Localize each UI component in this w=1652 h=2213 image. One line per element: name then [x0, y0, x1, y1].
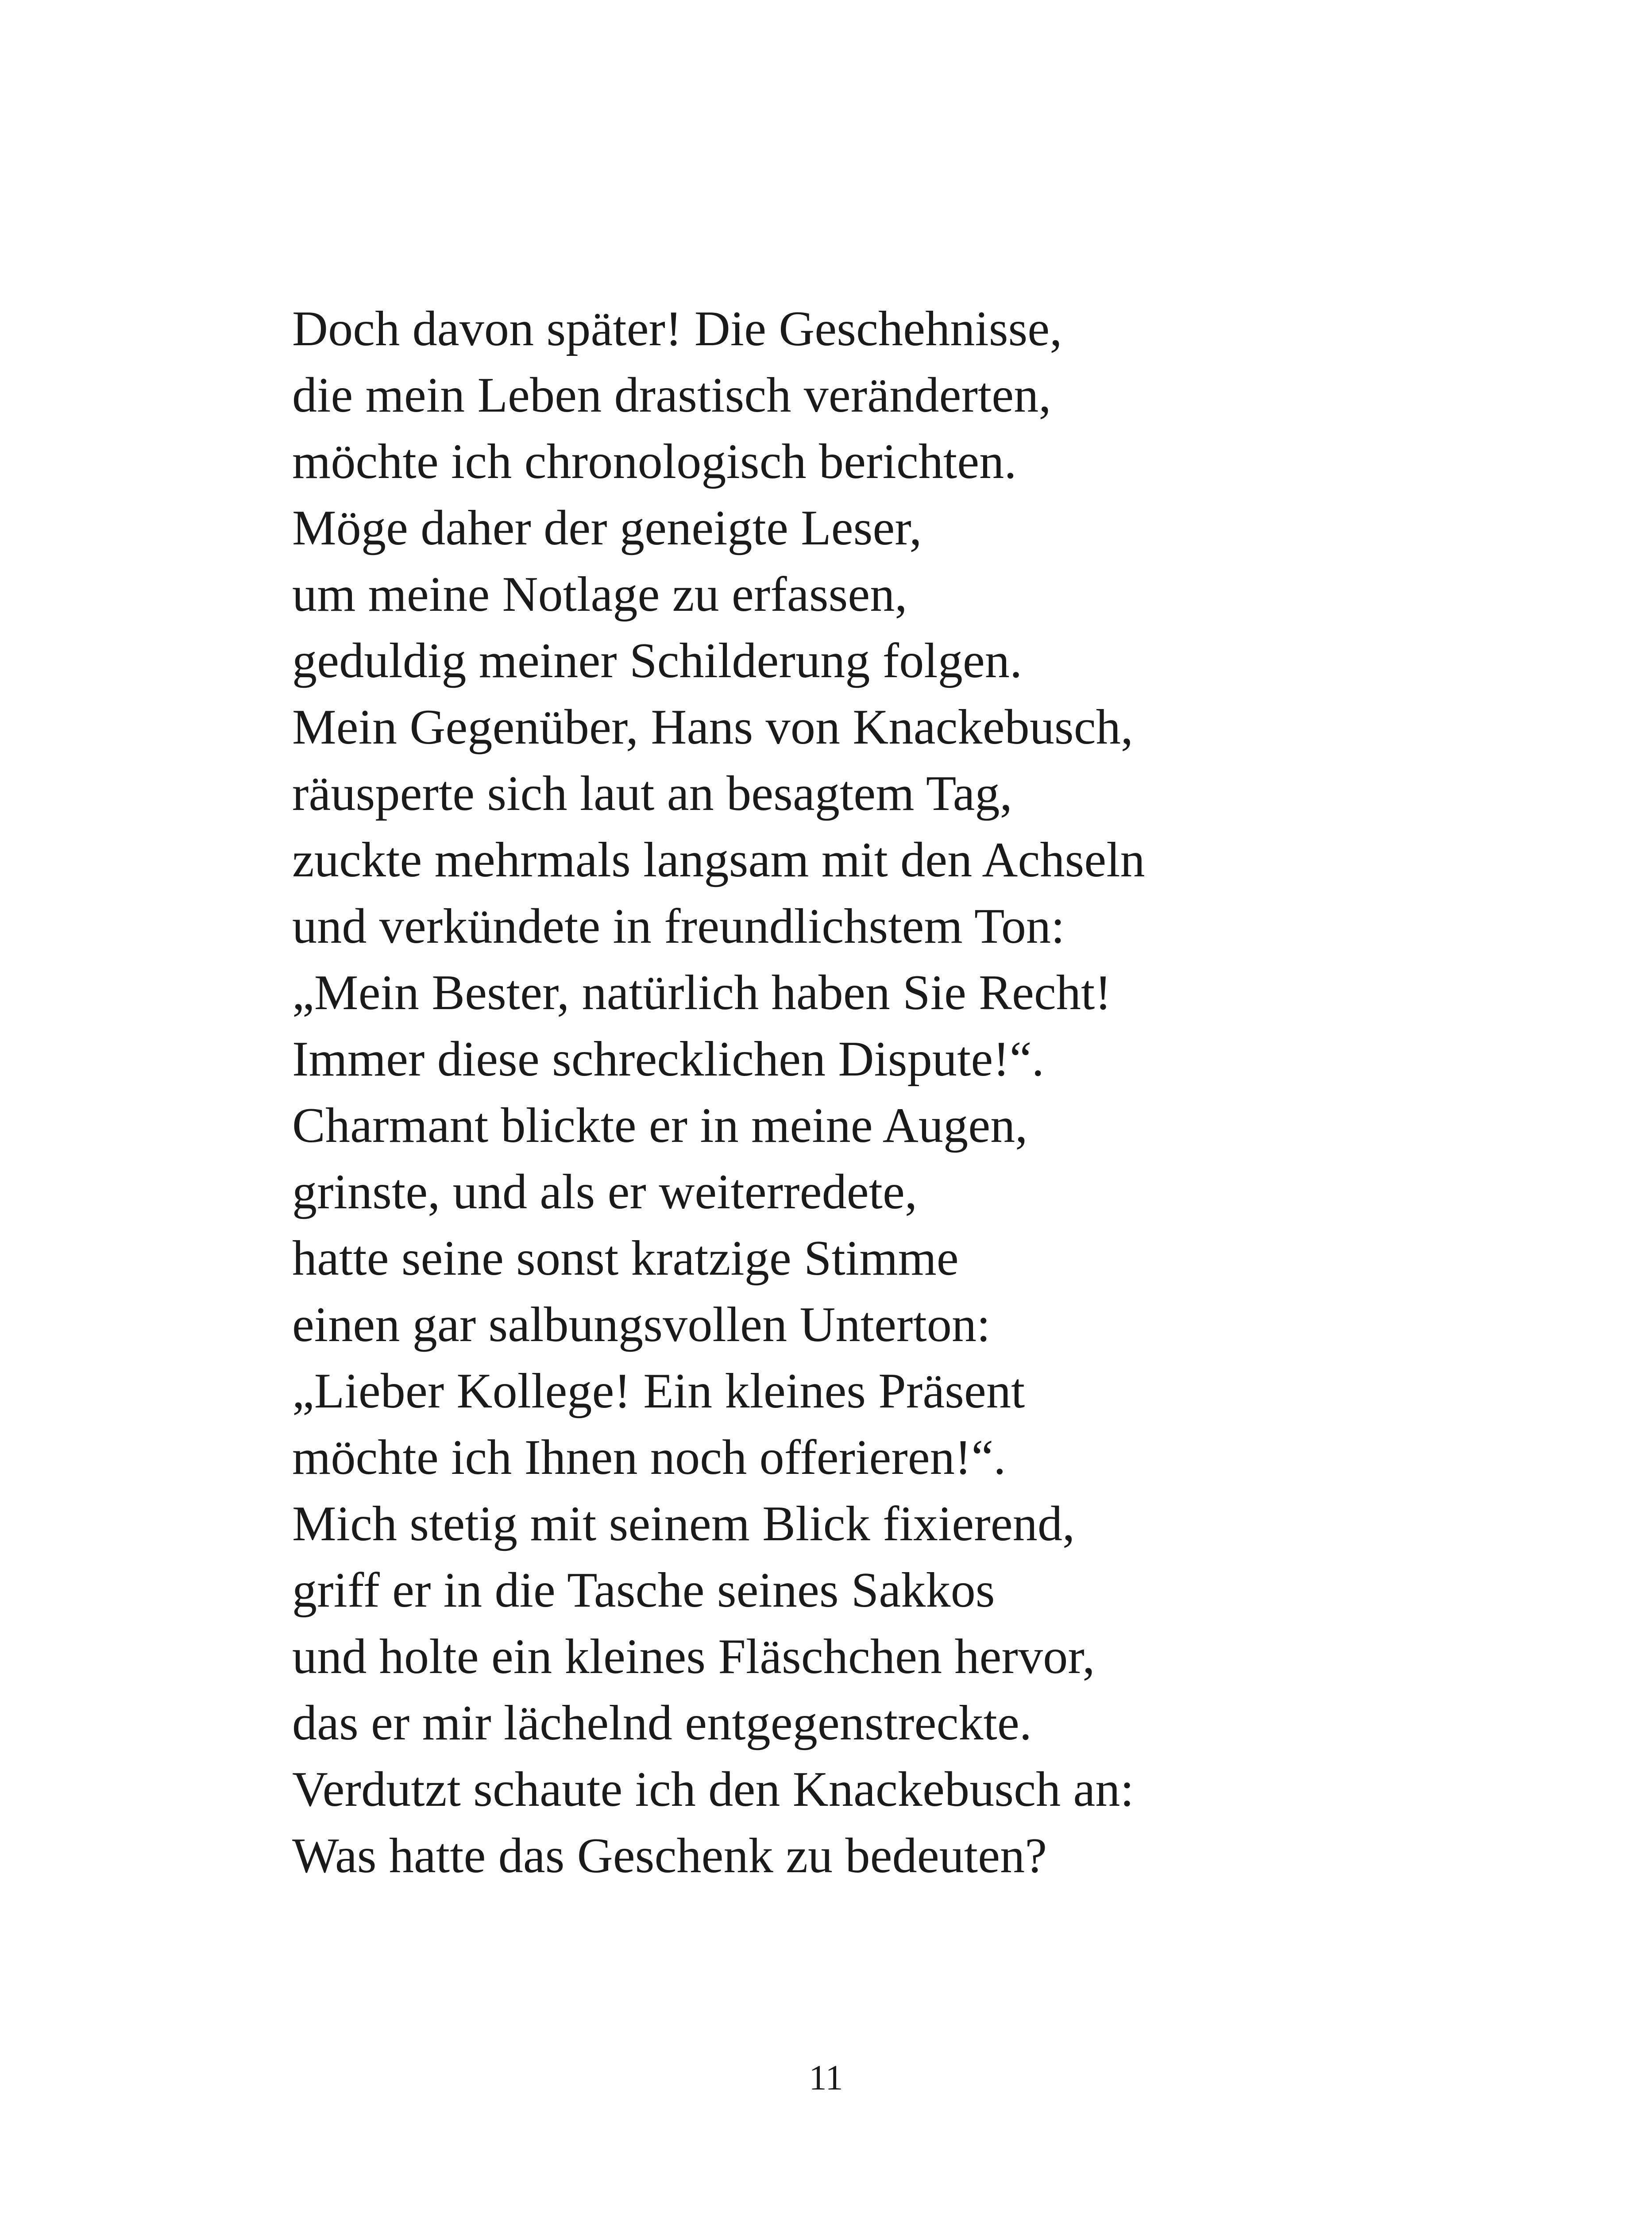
text-line: „Lieber Kollege! Ein kleines Präsent — [292, 1364, 1025, 1419]
text-line: die mein Leben drastisch veränderten, — [292, 368, 1051, 423]
text-line: Verdutzt schaute ich den Knackebusch an: — [292, 1762, 1134, 1817]
text-line: Möge daher der geneigte Leser, — [292, 501, 922, 555]
text-line: Mich stetig mit seinem Blick fixierend, — [292, 1496, 1075, 1551]
text-line: möchte ich Ihnen noch offerieren!“. — [292, 1430, 1006, 1485]
text-line: das er mir lächelnd entgegenstreckte. — [292, 1696, 1032, 1750]
text-line: Was hatte das Geschenk zu bedeuten? — [292, 1828, 1047, 1883]
text-line: griff er in die Tasche seines Sakkos — [292, 1563, 995, 1618]
text-line: Mein Gegenüber, Hans von Knackebusch, — [292, 700, 1134, 755]
text-line: Doch davon später! Die Geschehnisse, — [292, 301, 1062, 356]
text-line: einen gar salbungsvollen Unterton: — [292, 1297, 991, 1352]
text-line: möchte ich chronologisch berichten. — [292, 434, 1017, 489]
text-line: und holte ein kleines Fläschchen hervor, — [292, 1629, 1095, 1684]
text-line: geduldig meiner Schilderung folgen. — [292, 633, 1023, 688]
text-line: Charmant blickte er in meine Augen, — [292, 1098, 1028, 1153]
poem-text — [292, 296, 1576, 1889]
text-line: Immer diese schrecklichen Dispute!“. — [292, 1032, 1044, 1087]
text-line: hatte seine sonst kratzige Stimme — [292, 1231, 959, 1286]
text-line: und verkündete in freundlichstem Ton: — [292, 899, 1065, 954]
text-line: um meine Notlage zu erfassen, — [292, 567, 907, 622]
text-line: räusperte sich laut an besagtem Tag, — [292, 766, 1012, 821]
text-line: zuckte mehrmals langsam mit den Achseln — [292, 833, 1145, 887]
page-number: 11 — [809, 2059, 843, 2097]
text-line: „Mein Bester, natürlich haben Sie Recht! — [292, 965, 1112, 1020]
text-line: grinste, und als er weiterredete, — [292, 1164, 918, 1219]
